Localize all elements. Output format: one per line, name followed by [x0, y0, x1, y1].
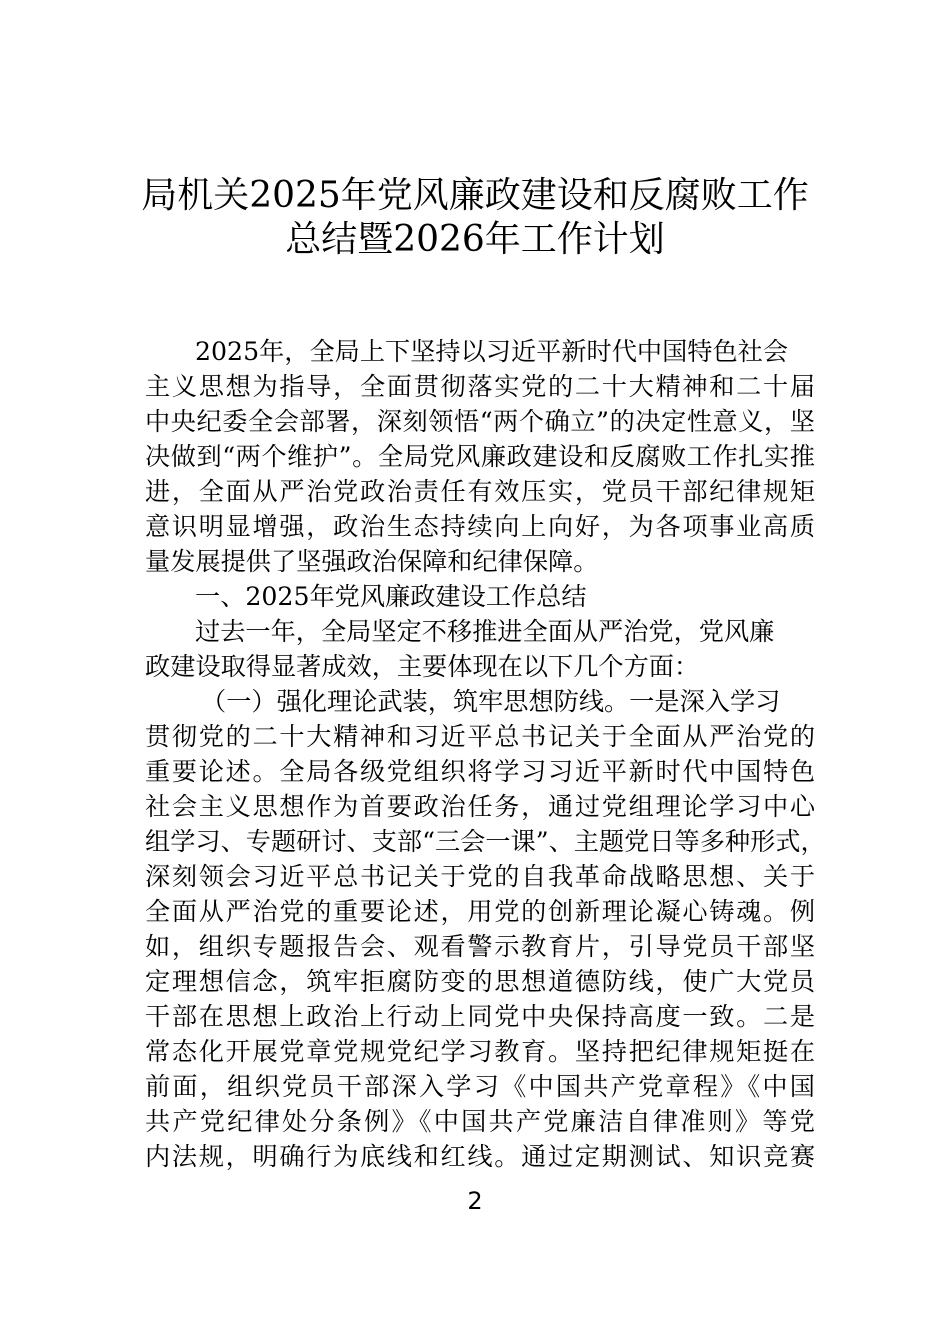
paragraph-item-1-line-7: 全面从严治党的重要论述，用党的创新理论凝心铸魂。例 — [145, 897, 815, 926]
paragraph-item-1-line-14: 内法规，明确行为底线和红线。通过定期测试、知识竞赛 — [145, 1142, 815, 1171]
paragraph-item-1-line-9: 定理想信念，筑牢拒腐防变的思想道德防线，使广大党员 — [145, 967, 815, 996]
paragraph-intro-line-7: 量发展提供了坚强政治保障和纪律保障。 — [145, 547, 599, 576]
paragraph-intro-line-5: 进，全面从严治党政治责任有效压实，党员干部纪律规矩 — [145, 477, 815, 506]
paragraph-item-1-line-12: 前面，组织党员干部深入学习《中国共产党章程》《中国 — [145, 1072, 815, 1101]
document-title-line-2: 总结暨2026年工作计划 — [285, 219, 665, 260]
section-heading-1: 一、2025年党风廉政建设工作总结 — [195, 582, 587, 611]
paragraph-item-1-line-6: 深刻领会习近平总书记关于党的自我革命战略思想、关于 — [145, 862, 815, 891]
paragraph-intro-line-1: 2025年，全局上下坚持以习近平新时代中国特色社会 — [195, 337, 789, 366]
paragraph-overview-line-1: 过去一年，全局坚定不移推进全面从严治党，党风廉 — [195, 617, 775, 646]
paragraph-intro-line-3: 中央纪委全会部署，深刻领悟“两个确立”的决定性意义，坚 — [145, 407, 815, 436]
paragraph-intro-line-2: 主义思想为指导，全面贯彻落实党的二十大精神和二十届 — [145, 372, 815, 401]
paragraph-item-1-line-2: 贯彻党的二十大精神和习近平总书记关于全面从严治党的 — [145, 722, 815, 751]
paragraph-intro-line-4: 决做到“两个维护”。全局党风廉政建设和反腐败工作扎实推 — [145, 442, 815, 471]
paragraph-intro-line-6: 意识明显增强，政治生态持续向上向好，为各项事业高质 — [145, 512, 815, 541]
paragraph-item-1-line-8: 如，组织专题报告会、观看警示教育片，引导党员干部坚 — [145, 932, 815, 961]
document-title-line-1: 局机关2025年党风廉政建设和反腐败工作 — [141, 175, 809, 216]
paragraph-item-1-line-4: 社会主义思想作为首要政治任务，通过党组理论学习中心 — [145, 792, 815, 821]
paragraph-item-1-line-11: 常态化开展党章党规党纪学习教育。坚持把纪律规矩挺在 — [145, 1037, 815, 1066]
paragraph-item-1-line-13: 共产党纪律处分条例》《中国共产党廉洁自律准则》等党 — [145, 1107, 815, 1136]
document-body — [145, 334, 826, 1174]
paragraph-item-1-line-10: 干部在思想上政治上行动上同党中央保持高度一致。二是 — [145, 1002, 815, 1031]
paragraph-item-1-line-5: 组学习、专题研讨、支部“三会一课”、主题党日等多种形式， — [145, 827, 826, 856]
paragraph-item-1-line-3: 重要论述。全局各级党组织将学习习近平新时代中国特色 — [145, 757, 815, 786]
paragraph-overview-line-2: 政建设取得显著成效，主要体现在以下几个方面： — [145, 652, 700, 681]
page-number: 2 — [467, 1187, 483, 1215]
paragraph-item-1-line-1: （一）强化理论武装，筑牢思想防线。一是深入学习 — [201, 687, 781, 716]
